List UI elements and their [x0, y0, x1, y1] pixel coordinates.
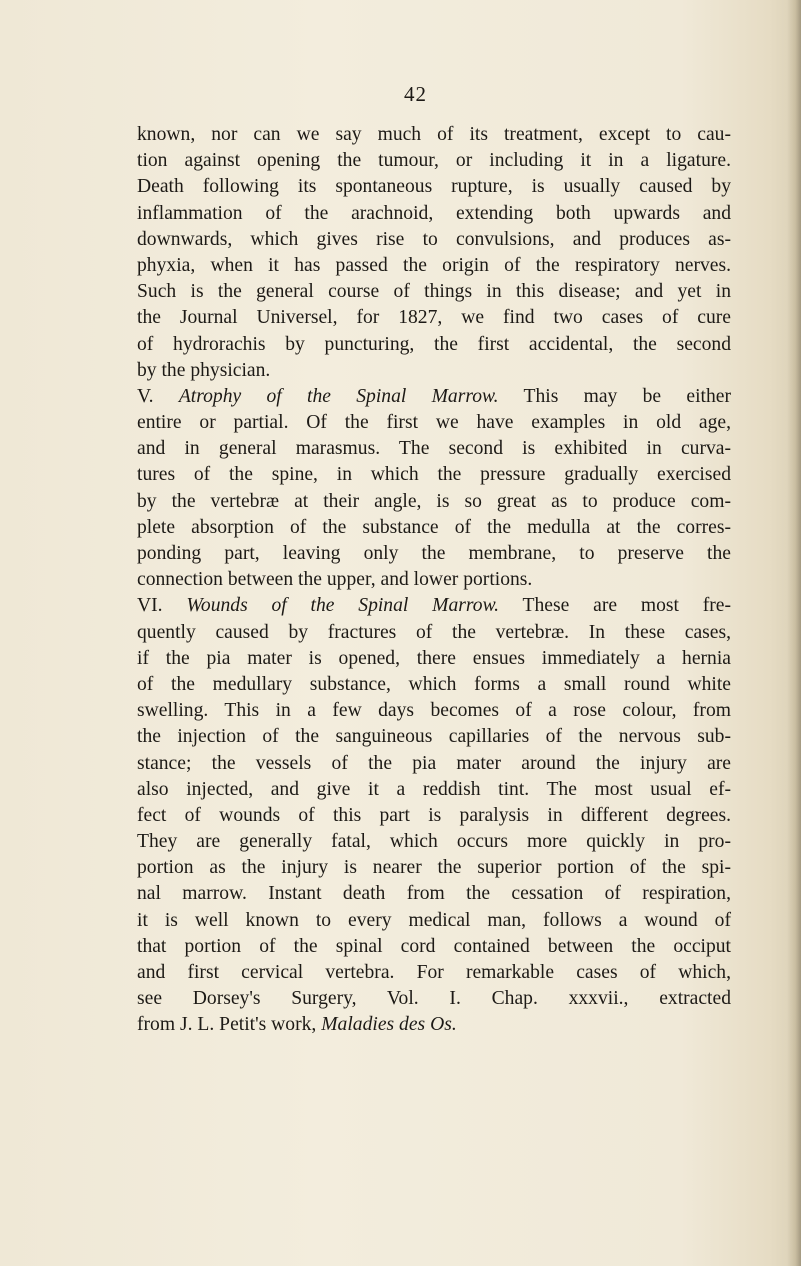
section-vi-numeral: VI. — [137, 595, 163, 617]
text-line: downwards, which gives rise to convulsions, and produces as- — [137, 228, 731, 250]
text-line: nal marrow. Instant death from the cessation of respiration, — [137, 883, 731, 905]
section-v-numeral: V. — [137, 385, 154, 407]
text-line: inflammation of the arachnoid, extending both upwards and — [137, 202, 731, 224]
text-line: tures of the spine, in which the pressure gradually exercised — [137, 464, 731, 486]
text-line: by the vertebræ at their angle, is so great as to produce com- — [137, 490, 731, 512]
text-line: phyxia, when it has passed the origin of the respiratory nerves. — [137, 254, 731, 276]
text-line: tion against opening the tumour, or including it in a ligature. — [137, 150, 731, 172]
text-line: that portion of the spinal cord contained between the occiput — [137, 935, 731, 957]
text-line: known, nor can we say much of its treatment, except to cau- — [137, 124, 731, 145]
text-line: the injection of the sanguineous capillaries of the nervous sub- — [137, 726, 731, 748]
text-line: They are generally fatal, which occurs more quickly in pro- — [137, 831, 731, 853]
section-v-heading: Atrophy of the Spinal Marrow. — [178, 385, 499, 407]
text-line: of the medullary substance, which forms a small round white — [137, 673, 731, 695]
text-line: Death following its spontaneous rupture, is usually caused by — [137, 176, 731, 198]
text-line: stance; the vessels of the pia mater around the injury are — [137, 752, 731, 774]
text-line: ponding part, leaving only the membrane, to preserve the — [137, 543, 731, 564]
section-v-heading-line — [137, 384, 731, 410]
section-vi-heading: Wounds of the Spinal Marrow. — [186, 595, 500, 617]
text-line: if the pia mater is opened, there ensues immediately a hernia — [137, 647, 731, 669]
final-line-italic-title: Maladies des Os. — [321, 1014, 457, 1036]
text-line: fect of wounds of this part is paralysis in different degrees. — [137, 804, 731, 826]
text-line: by the physician. — [137, 359, 271, 381]
text-line: portion as the injury is nearer the superior portion of the spi- — [137, 857, 731, 879]
text-line: also injected, and give it a reddish tint. The most usual ef- — [137, 778, 731, 800]
text-line: see Dorsey's Surgery, Vol. I. Chap. xxxvii., extracted — [137, 988, 731, 1010]
text-line: and first cervical vertebra. For remarkable cases of which, — [137, 962, 731, 983]
section-vi-first-line-rest: These are most fre- — [522, 595, 732, 617]
text-line: it is well known to every medical man, follows a wound of — [137, 909, 731, 931]
page-number: 42 — [404, 82, 427, 106]
text-line: of hydrorachis by puncturing, the first accidental, the second — [137, 333, 731, 355]
text-line: and in general marasmus. The second is exhibited in curva- — [137, 438, 731, 460]
body-text — [137, 122, 731, 1039]
text-line: swelling. This in a few days becomes of a rose colour, from — [137, 700, 731, 722]
text-line: entire or partial. Of the first we have examples in old age, — [137, 412, 731, 434]
section-v-first-line-rest: This may be either — [523, 385, 731, 407]
text-line: connection between the upper, and lower portions. — [137, 569, 533, 591]
text-line: plete absorption of the substance of the medulla at the corres- — [137, 516, 731, 538]
text-line: Such is the general course of things in this disease; and yet in — [137, 281, 731, 303]
section-vi-heading-line — [137, 593, 731, 619]
final-text-line — [137, 1012, 731, 1038]
page-edge-shadow — [787, 0, 801, 1266]
text-line: the Journal Universel, for 1827, we find two cases of cure — [137, 307, 731, 329]
final-line-start: from J. L. Petit's work, — [137, 1014, 317, 1036]
text-line: quently caused by fractures of the vertebræ. In these cases, — [137, 621, 731, 643]
